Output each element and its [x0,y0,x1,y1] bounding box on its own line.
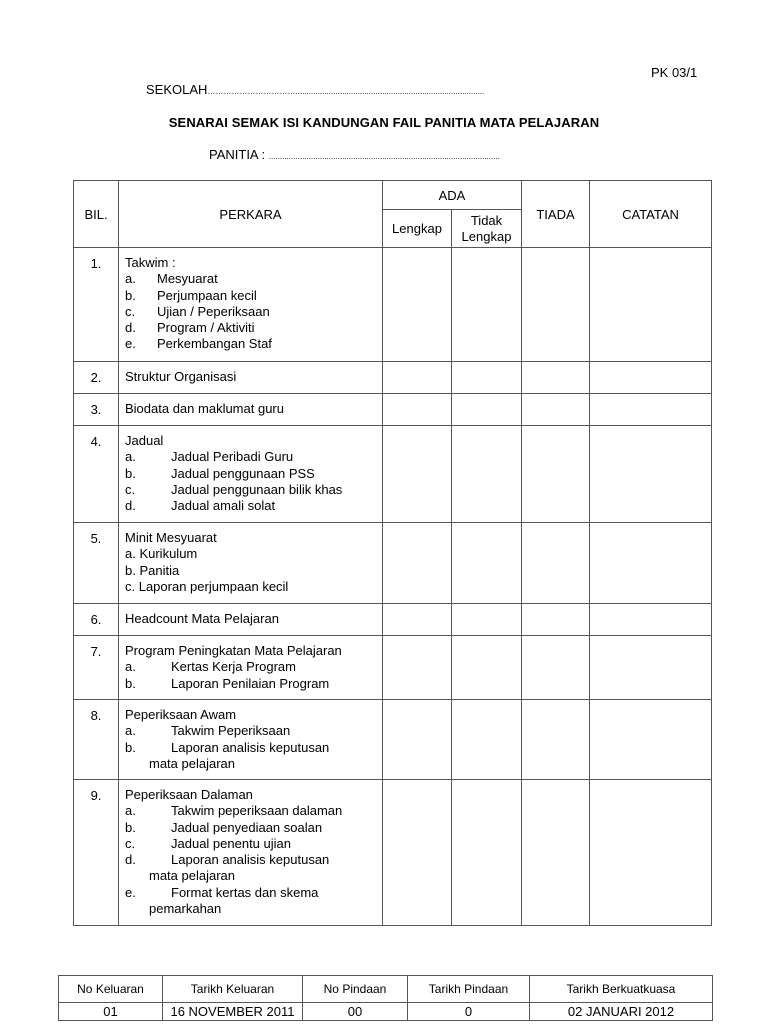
row-perkara [119,523,383,604]
footer-value-tarikh-pindaan: 0 [408,1003,530,1021]
tidak-lengkap-cell[interactable] [452,700,522,780]
perkara-title: Biodata dan maklumat guru [125,401,284,416]
table-row [74,426,712,523]
catatan-cell[interactable] [590,362,712,394]
subitem-text: Laporan analisis keputusan [171,852,330,868]
perkara-subitem [125,304,376,320]
perkara-subitem [125,482,376,498]
row-perkara [119,700,383,780]
lengkap-cell[interactable] [383,362,452,394]
perkara-title: Headcount Mata Pelajaran [125,611,279,626]
footer-value-tarikh-keluaran: 16 NOVEMBER 2011 [163,1003,303,1021]
subitem-letter: e. [125,884,136,900]
perkara-subitem [125,449,376,465]
document-control-table [58,975,713,1021]
subitem-text: Perkembangan Staf [157,336,272,352]
tiada-cell[interactable] [522,426,590,523]
subitem-text: Takwim peperiksaan dalaman [171,803,343,819]
footer-value-no-pindaan: 00 [303,1003,408,1021]
subitem-letter: d. [125,498,136,514]
subitem-letter: d. [125,320,136,336]
perkara-subitem [125,466,376,482]
catatan-cell[interactable] [590,700,712,780]
tidak-lengkap-cell[interactable] [452,248,522,362]
catatan-cell[interactable] [590,636,712,700]
header-tidak-lengkap: Tidak Lengkap [452,210,522,248]
sekolah-label: SEKOLAH [146,82,208,97]
tiada-cell[interactable] [522,394,590,426]
perkara-subitem [125,288,376,304]
row-perkara [119,362,383,394]
perkara-subitem [125,803,376,819]
document-title: SENARAI SEMAK ISI KANDUNGAN FAIL PANITIA MATA PELAJARAN [168,115,600,130]
perkara-title: Program Peningkatan Mata Pelajaran [125,643,342,658]
tidak-lengkap-cell[interactable] [452,394,522,426]
perkara-subitem [125,320,376,336]
footer-value-tarikh-berkuatkuasa: 02 JANUARI 2012 [530,1003,713,1021]
perkara-subitem: a. Kurikulum [125,546,198,562]
header-catatan: CATATAN [590,181,712,248]
subitem-text: Jadual penyediaan soalan [171,819,323,835]
table-row [74,394,712,426]
row-number: 9. [74,780,119,926]
footer-header-tarikh-pindaan: Tarikh Pindaan [408,976,530,1003]
subitem-text: Laporan Penilaian Program [171,675,330,691]
perkara-subitem [125,676,376,692]
perkara-title: Takwim : [125,255,176,270]
subitem-letter: a. [125,659,136,675]
subitem-continuation: mata pelajaran [149,755,235,771]
catatan-cell[interactable] [590,248,712,362]
table-row [74,604,712,636]
header-tiada: TIADA [522,181,590,248]
perkara-subitem [125,336,376,352]
subitem-letter: a. [125,803,136,819]
subitem-text: Kertas Kerja Program [171,659,296,675]
subitem-text: Jadual penentu ujian [171,835,291,851]
row-number: 8. [74,700,119,780]
perkara-subitem [125,271,376,287]
perkara-subitem [125,852,376,868]
row-number: 6. [74,604,119,636]
table-row [74,362,712,394]
row-number: 5. [74,523,119,604]
catatan-cell[interactable] [590,426,712,523]
tiada-cell[interactable] [522,248,590,362]
subitem-letter: a. [125,723,136,739]
table-row [74,248,712,362]
tidak-lengkap-cell[interactable] [452,362,522,394]
sekolah-fill-dots[interactable]: ……………………………..................................................................................... [207,87,485,96]
subitem-letter: a. [125,271,136,287]
checklist-table [73,180,712,926]
footer-header-no-pindaan: No Pindaan [303,976,408,1003]
subitem-text: Laporan analisis keputusan [171,739,330,755]
row-number: 3. [74,394,119,426]
row-perkara [119,604,383,636]
table-row [74,636,712,700]
perkara-title: Peperiksaan Awam [125,707,237,722]
lengkap-cell[interactable] [383,426,452,523]
tidak-lengkap-cell[interactable] [452,426,522,523]
perkara-title: Jadual [125,433,164,448]
lengkap-cell[interactable] [383,523,452,604]
lengkap-cell[interactable] [383,636,452,700]
perkara-subitem [125,740,376,756]
sekolah-line [146,82,484,97]
perkara-subitem: b. Panitia [125,562,180,578]
subitem-letter: b. [125,287,136,303]
subitem-text: Program / Aktiviti [157,320,255,336]
panitia-label: PANITIA : [209,147,266,162]
tiada-cell[interactable] [522,636,590,700]
footer-value-no-keluaran: 01 [59,1003,163,1021]
subitem-text: Jadual Peribadi Guru [171,449,294,465]
tiada-cell[interactable] [522,700,590,780]
row-perkara [119,394,383,426]
catatan-cell[interactable] [590,394,712,426]
header-lengkap: Lengkap [383,210,452,248]
subitem-letter: d. [125,852,136,868]
subitem-letter: c. [125,481,136,497]
subitem-text: Jadual penggunaan bilik khas [171,481,343,497]
catatan-cell[interactable] [590,604,712,636]
tidak-lengkap-cell[interactable] [452,604,522,636]
tidak-lengkap-cell[interactable] [452,523,522,604]
table-row [74,780,712,926]
perkara-subitem: c. Laporan perjumpaan kecil [125,578,289,594]
table-row [74,523,712,604]
perkara-subitem [125,820,376,836]
perkara-subitem [125,498,376,514]
lengkap-cell[interactable] [383,394,452,426]
row-number: 7. [74,636,119,700]
subitem-text: Mesyuarat [157,271,218,287]
tiada-cell[interactable] [522,780,590,926]
lengkap-cell[interactable] [383,780,452,926]
subitem-text: Ujian / Peperiksaan [157,303,270,319]
tiada-cell[interactable] [522,523,590,604]
perkara-subitem [125,885,376,901]
row-number: 1. [74,248,119,362]
subitem-continuation: mata pelajaran [149,868,235,884]
panitia-line [209,147,500,162]
header-ada: ADA [383,181,522,210]
tidak-lengkap-cell[interactable] [452,780,522,926]
subitem-text: Jadual amali solat [171,498,276,514]
document-code: PK 03/1 [651,65,698,80]
subitem-letter: b. [125,465,136,481]
row-perkara [119,636,383,700]
footer-header-tarikh-berkuatkuasa: Tarikh Berkuatkuasa [530,976,713,1003]
table-row [74,700,712,780]
subitem-text: Format kertas dan skema [171,884,319,900]
footer-header-no-keluaran: No Keluaran [59,976,163,1003]
perkara-subitem [125,659,376,675]
subitem-letter: e. [125,336,136,352]
subitem-letter: b. [125,819,136,835]
row-number: 4. [74,426,119,523]
subitem-text: Takwim Peperiksaan [171,723,291,739]
perkara-title: Minit Mesyuarat [125,530,217,545]
row-perkara [119,248,383,362]
header-perkara: PERKARA [119,181,383,248]
perkara-title: Peperiksaan Dalaman [125,787,253,802]
perkara-subitem [125,723,376,739]
tiada-cell[interactable] [522,362,590,394]
footer-header-tarikh-keluaran: Tarikh Keluaran [163,976,303,1003]
subitem-text: Perjumpaan kecil [157,287,257,303]
lengkap-cell[interactable] [383,700,452,780]
catatan-cell[interactable] [590,523,712,604]
header-bil: BIL. [74,181,119,248]
lengkap-cell[interactable] [383,248,452,362]
subitem-letter: c. [125,835,136,851]
subitem-continuation: pemarkahan [149,901,222,917]
subitem-letter: b. [125,675,136,691]
subitem-letter: a. [125,449,136,465]
subitem-letter: c. [125,303,136,319]
perkara-subitem [125,836,376,852]
row-perkara [119,780,383,926]
panitia-fill-dots[interactable]: ........................................................................................................ [268,152,500,161]
subitem-letter: b. [125,739,136,755]
row-perkara [119,426,383,523]
subitem-text: Jadual penggunaan PSS [171,465,315,481]
row-number: 2. [74,362,119,394]
perkara-title: Struktur Organisasi [125,369,237,384]
tidak-lengkap-cell[interactable] [452,636,522,700]
tiada-cell[interactable] [522,604,590,636]
lengkap-cell[interactable] [383,604,452,636]
catatan-cell[interactable] [590,780,712,926]
